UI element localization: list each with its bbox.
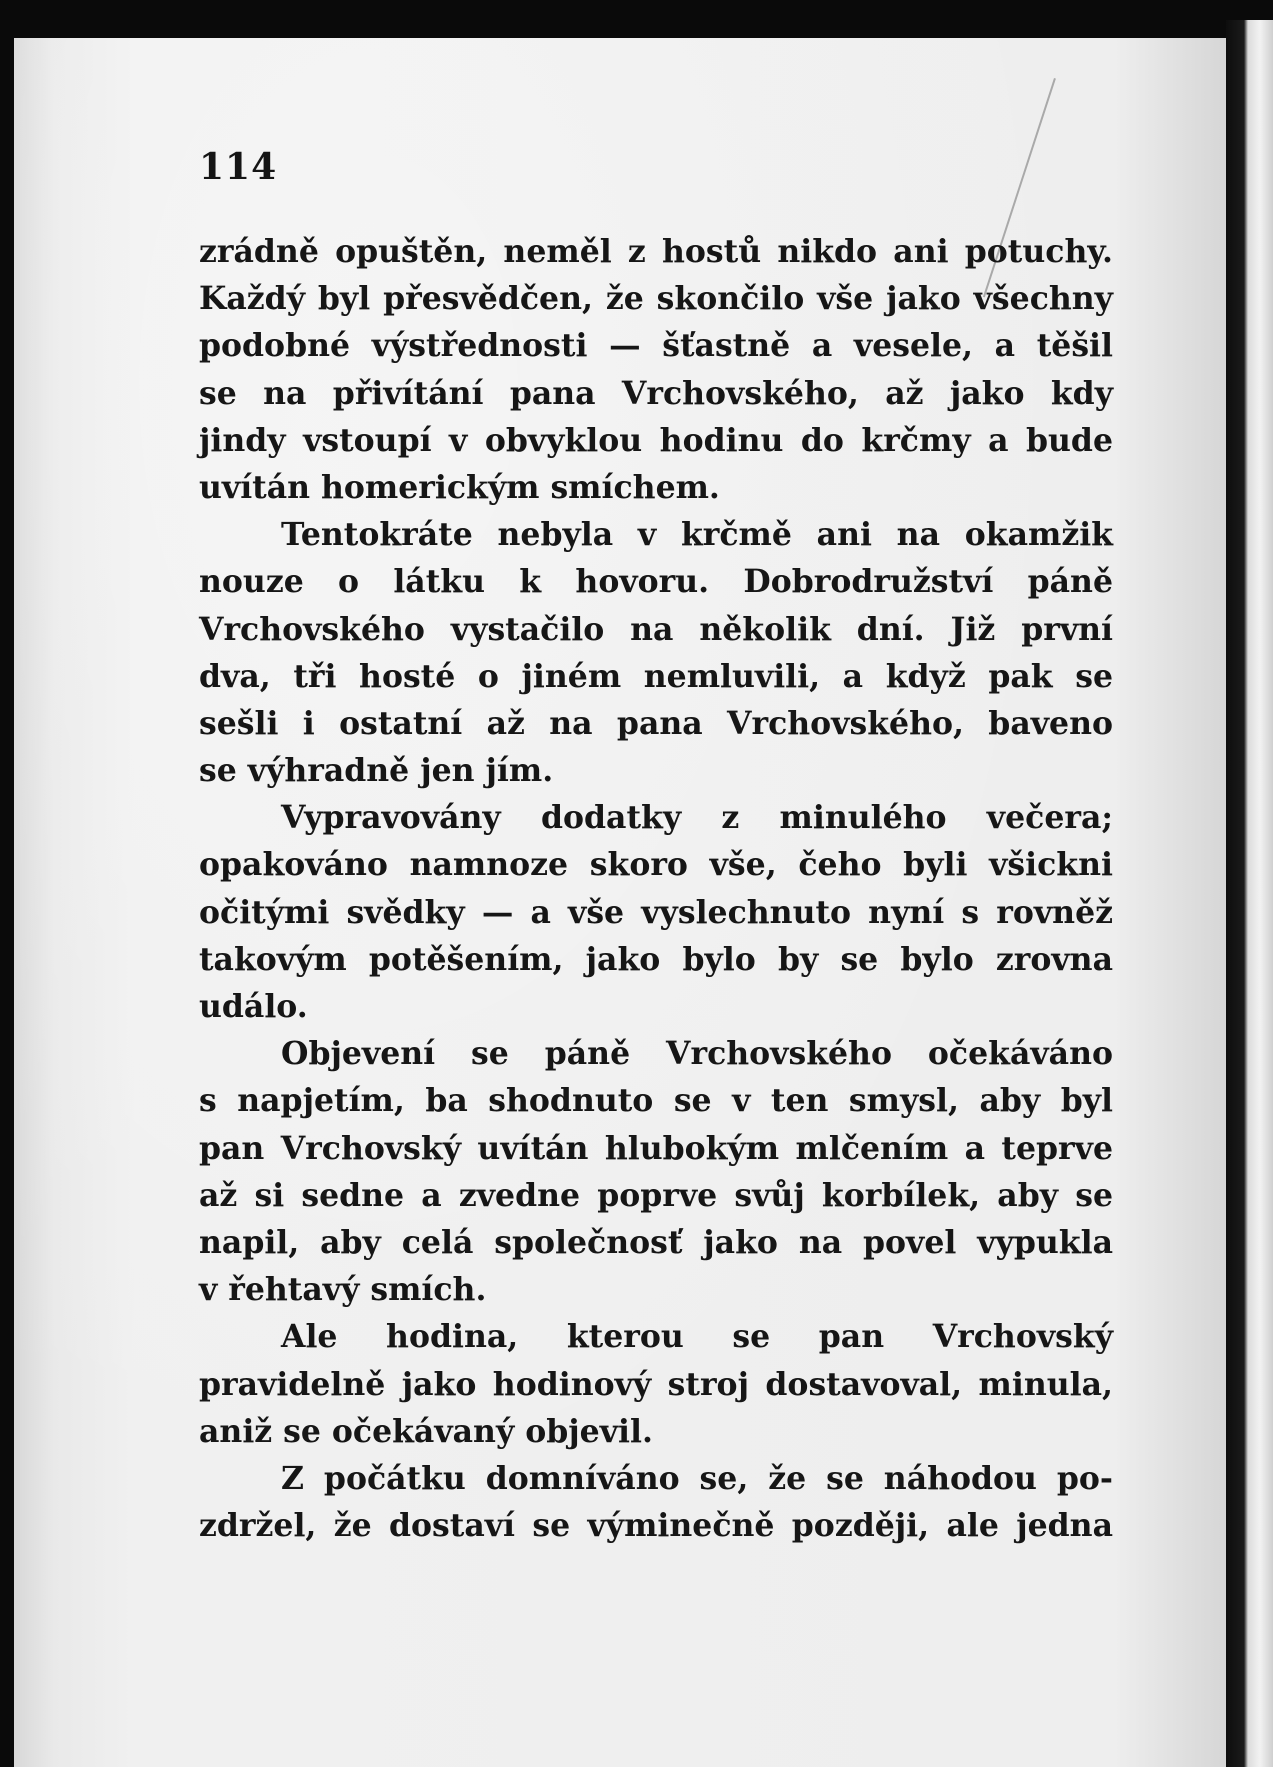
text-line: uvítán homerickým smíchem. bbox=[199, 468, 720, 506]
text-line: opakováno namnoze skoro vše, čeho byli všickni bbox=[199, 846, 1113, 884]
text-line: Vypravovány dodatky z minulého večera; bbox=[281, 799, 1113, 837]
page-number: 114 bbox=[199, 146, 278, 188]
text-line: se výhradně jen jím. bbox=[199, 752, 554, 790]
text-line: podobné výstřednosti — šťastně a vesele, a těšil bbox=[199, 327, 1113, 365]
text-line: Každý byl přesvědčen, že skončilo vše jako všechny bbox=[199, 280, 1113, 318]
text-line: sešli i ostatní až na pana Vrchovského, baveno bbox=[199, 704, 1113, 742]
text-line: se na přivítání pana Vrchovského, až jako kdy bbox=[199, 374, 1113, 412]
text-line: Vrchovského vystačilo na několik dní. Již první bbox=[199, 610, 1113, 648]
text-line: takovým potěšením, jako bylo by se bylo zrovna bbox=[199, 940, 1113, 978]
text-line: Objevení se páně Vrchovského očekáváno bbox=[281, 1035, 1113, 1073]
text-line: pravidelně jako hodinový stroj dostavoval, minula, bbox=[199, 1365, 1113, 1403]
page-binding-edge bbox=[1226, 20, 1273, 1767]
text-line: pan Vrchovský uvítán hlubokým mlčením a teprve bbox=[199, 1129, 1113, 1167]
text-line: zrádně opuštěn, neměl z hostů nikdo ani potuchy. bbox=[199, 233, 1113, 270]
text-line: Z počátku domníváno se, že se náhodou po- bbox=[281, 1459, 1113, 1497]
text-line: dva, tři hosté o jiném nemluvili, a když pak se bbox=[199, 657, 1113, 695]
text-line: nouze o látku k hovoru. Dobrodružství páně bbox=[199, 563, 1113, 601]
text-line: jindy vstoupí v obvyklou hodinu do krčmy a bude bbox=[199, 421, 1113, 459]
text-line: napil, aby celá společnosť jako na povel vypukla bbox=[199, 1223, 1113, 1261]
text-line: zdržel, že dostaví se výminečně později, ale jedna bbox=[199, 1507, 1113, 1545]
body-text bbox=[199, 228, 1113, 1549]
text-line: Ale hodina, kterou se pan Vrchovský bbox=[281, 1318, 1113, 1356]
text-line: Tentokráte nebyla v krčmě ani na okamžik bbox=[281, 516, 1113, 554]
text-line: s napjetím, ba shodnuto se v ten smysl, aby byl bbox=[199, 1082, 1113, 1120]
text-line: aniž se očekávaný objevil. bbox=[199, 1412, 653, 1450]
text-line: očitými svědky — a vše vyslechnuto nyní s rovněž bbox=[199, 893, 1113, 931]
text-line: až si sedne a zvedne poprve svůj korbílek, aby se bbox=[199, 1176, 1113, 1214]
text-line: událo. bbox=[199, 988, 308, 1025]
text-line: v řehtavý smích. bbox=[199, 1271, 487, 1309]
